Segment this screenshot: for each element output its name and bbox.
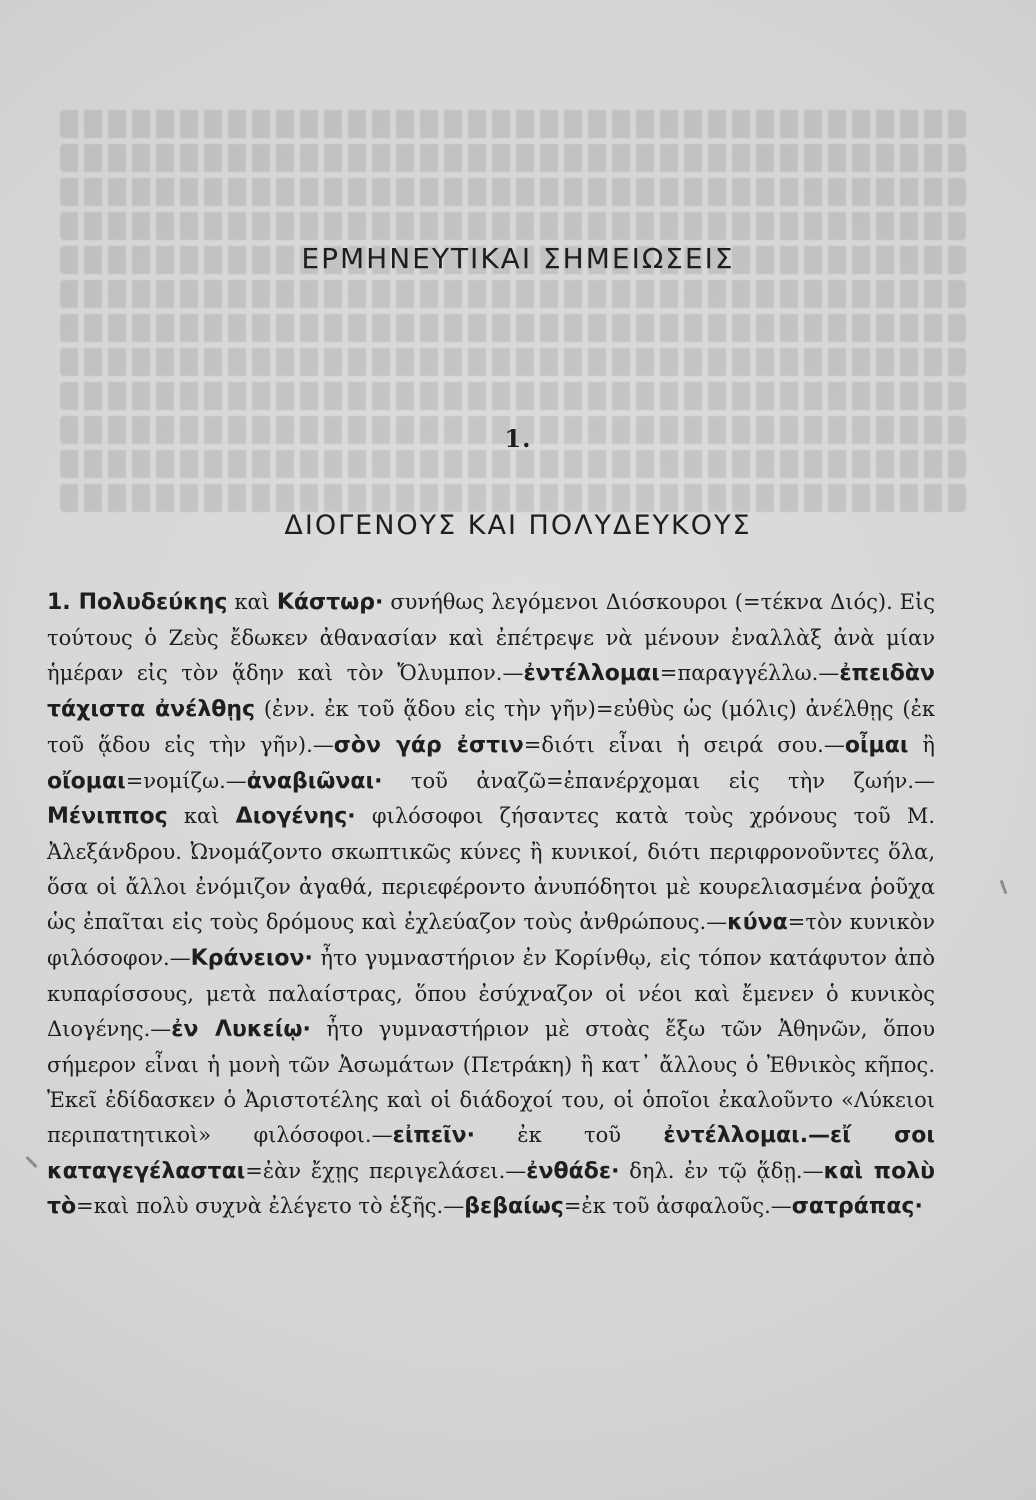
headword: οἴομαι xyxy=(47,768,126,794)
body-text-run: ἦτο γυμναστήριον μὲ στοὰς ἔξω τῶν Ἀθηνῶν, ὅπου σήμερον εἶναι ἡ μονὴ τῶν Ἀσωμάτων (Πετράκη) ἢ κατ᾿ ἄλλους ὁ Ἐθνικὸς κῆπος. Ἐκεῖ ἐδίδασκεν ὁ Ἀριστοτέλης καὶ οἱ διάδοχοί του, οἱ ὁποῖοι ἐκαλοῦντο «Λύκειοι περιπατητικοὶ» φιλόσοφοι.— xyxy=(47,1016,935,1147)
commentary-paragraph xyxy=(47,585,935,1225)
headword: σατράπας· xyxy=(791,1194,923,1220)
headword: ἐντέλλομαι xyxy=(523,660,660,686)
body-text-run: =καὶ πολὺ συχνὰ ἐλέγετο τὸ ἑξῆς.— xyxy=(76,1194,465,1219)
section-title: ΔΙΟΓΕΝΟΥΣ ΚΑΙ ΠΟΛΥΔΕΥΚΟΥΣ xyxy=(284,510,752,541)
margin-mark xyxy=(25,1156,37,1168)
body-text-run: συνήθως λεγόμενοι Διόσκουροι (=τέκνα Διός). Εἰς τούτους ὁ Ζεὺς ἔδωκεν ἀθανασίαν καὶ ἐπέτρεψε νὰ μένουν ἐναλλὰξ ἀνὰ μίαν ἡμέραν εἰς τὸν ᾅδην καὶ τὸν Ὄλυμπον.— xyxy=(47,590,935,685)
headword: ἐντέλλομαι.—εἴ σοι καταγεγέλασται xyxy=(47,1122,935,1184)
body-text-run: =διότι εἶναι ἡ σειρά σου.— xyxy=(523,732,845,757)
body-text-run: =νομίζω.— xyxy=(125,768,247,793)
headword: Μένιππος xyxy=(47,804,168,830)
headword: 1. Πολυδεύκης xyxy=(47,590,228,615)
body-text-run: =ἐκ τοῦ ἀσφαλοῦς.— xyxy=(563,1194,792,1219)
headword: σὸν γάρ ἐστιν xyxy=(333,732,524,758)
body-text-run: δηλ. ἐν τῷ ᾅδῃ.— xyxy=(619,1158,824,1183)
headword: Κράνειον· xyxy=(190,946,313,972)
body-text-run: =παραγγέλλω.— xyxy=(659,660,840,685)
headword: ἐνθάδε· xyxy=(526,1158,620,1184)
headword: Κάστωρ· xyxy=(276,590,384,615)
headword: ἐπειδὰν τάχιστα ἀνέλθῃς xyxy=(47,660,935,722)
headword: Διογένης· xyxy=(235,804,356,830)
headword: κύνα xyxy=(727,910,788,936)
body-text-run: καὶ xyxy=(227,590,277,614)
section-number: 1. xyxy=(504,424,532,453)
body-text-run: καὶ xyxy=(167,804,236,829)
headword: εἰπεῖν· xyxy=(392,1122,475,1148)
headword: ἀναβιῶναι· xyxy=(246,768,383,794)
margin-mark xyxy=(1000,880,1008,894)
body-text-run: τοῦ ἀναζῶ=ἐπανέρχομαι εἰς τὴν ζωήν.— xyxy=(382,768,935,793)
headword: ἐν Λυκείῳ· xyxy=(171,1016,311,1042)
body-text-run: =τὸν κυνικὸν φιλόσοφον.— xyxy=(47,910,935,971)
page-title: ΕΡΜΗΝΕΥΤΙΚΑΙ ΣΗΜΕΙΩΣΕΙΣ xyxy=(301,242,735,275)
body-text-run: (ἐνν. ἐκ τοῦ ᾅδου εἰς τὴν γῆν)=εὐθὺς ὡς (μόλις) ἀνέλθῃς (ἐκ τοῦ ᾅδου εἰς τὴν γῆν).— xyxy=(47,696,936,757)
body-text-run: =ἐὰν ἔχῃς περιγελάσει.— xyxy=(245,1158,527,1183)
headword: βεβαίως xyxy=(464,1194,564,1220)
body-text-run: ἦτο γυμναστήριον ἐν Κορίνθῳ, εἰς τόπον κατάφυτον ἀπὸ κυπαρίσσους, μετὰ παλαίστρας, ὅπου ἐσύχναζον οἱ νέοι καὶ ἔμενεν ὁ κυνικὸς Διογένης.— xyxy=(47,946,935,1041)
headword: οἶμαι xyxy=(844,732,909,758)
headword: καὶ πολὺ τὸ xyxy=(47,1158,935,1220)
body-text-run: φιλόσοφοι ζήσαντες κατὰ τοὺς χρόνους τοῦ Μ. Ἀλεξάνδρου. Ὠνομάζοντο σκωπτικῶς κύνες ἢ κυνικοί, διότι περιφρονοῦντες ὅλα, ὅσα οἱ ἄλλοι ἐνόμιζον ἀγαθά, περιεφέροντο ἀνυπόδητοι μὲ κουρελιασμένα ῥοῦχα ὡς ἐπαῖται εἰς τοὺς δρόμους καὶ ἐχλεύαζον τοὺς ἀνθρώπους.— xyxy=(47,804,936,935)
body-text-run: ἢ xyxy=(908,732,935,757)
body-text-run: ἐκ τοῦ xyxy=(474,1122,664,1147)
show-through-text xyxy=(0,0,1036,560)
